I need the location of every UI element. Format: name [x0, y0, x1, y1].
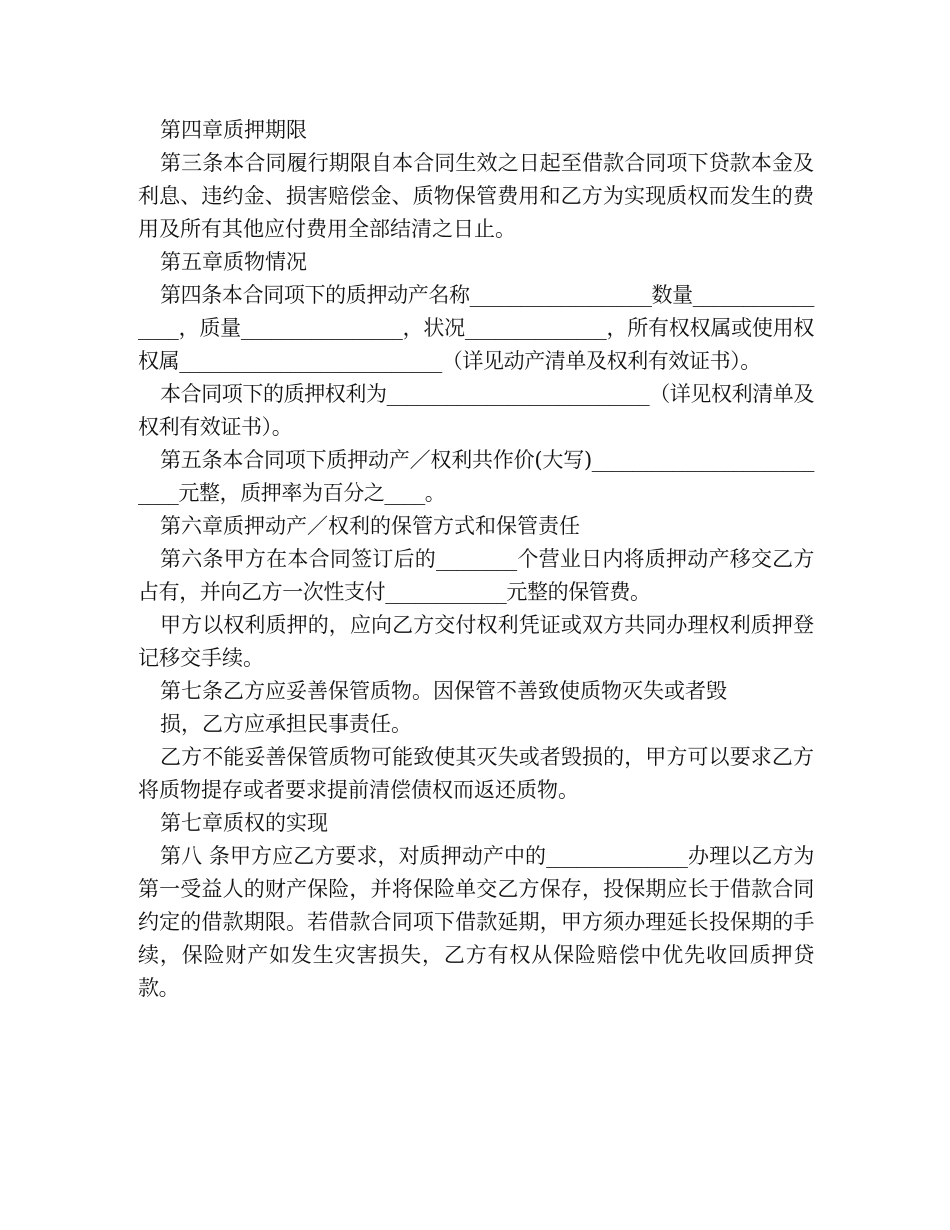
article-6: 第六条甲方在本合同签订后的________个营业日内将质押动产移交乙方占有，并向乙方一次性支付____________元整的保管费。 [138, 547, 814, 604]
chapter-7-heading: 第七章质权的实现 [160, 811, 328, 835]
rights-pledge-paragraph: 甲方以权利质押的，应向乙方交付权利凭证或双方共同办理权利质押登记移交手续。 [138, 613, 814, 670]
article-4: 第四条本合同项下的质押动产名称__________________数量________________，质量________________，状况______________，所有权权属或使用权权属__________________________（详见动产清单及权利有效证书）。 [138, 283, 814, 373]
pledged-rights-paragraph: 本合同项下的质押权利为__________________________（详见权利清单及权利有效证书）。 [138, 382, 814, 439]
chapter-4-heading: 第四章质押期限 [160, 118, 307, 142]
chapter-6-heading: 第六章质押动产／权利的保管方式和保管责任 [160, 514, 580, 538]
article-8: 第八 条甲方应乙方要求，对质押动产中的______________办理以乙方为第一受益人的财产保险，并将保险单交乙方保存，投保期应长于借款合同约定的借款期限。若借款合同项下借款延期，甲方须办理延长投保期的手续，保险财产如发生灾害损失，乙方有权从保险赔偿中优先收回质押贷款。 [138, 844, 814, 1000]
article-7-line-1: 第七条乙方应妥善保管质物。因保管不善致使质物灭失或者毁 [160, 679, 727, 703]
chapter-5-heading: 第五章质物情况 [160, 250, 307, 274]
article-7-line-2: 损，乙方应承担民事责任。 [160, 712, 412, 736]
document-body [138, 114, 814, 1005]
article-5: 第五条本合同项下质押动产／权利共作价(大写)__________________________元整，质押率为百分之____。 [138, 448, 814, 505]
article-3: 第三条本合同履行期限自本合同生效之日起至借款合同项下贷款本金及利息、违约金、损害赔偿金、质物保管费用和乙方为实现质权而发生的费用及所有其他应付费用全部结清之日止。 [138, 151, 814, 241]
custody-failure-paragraph: 乙方不能妥善保管质物可能致使其灭失或者毁损的，甲方可以要求乙方将质物提存或者要求提前清偿债权而返还质物。 [138, 745, 814, 802]
